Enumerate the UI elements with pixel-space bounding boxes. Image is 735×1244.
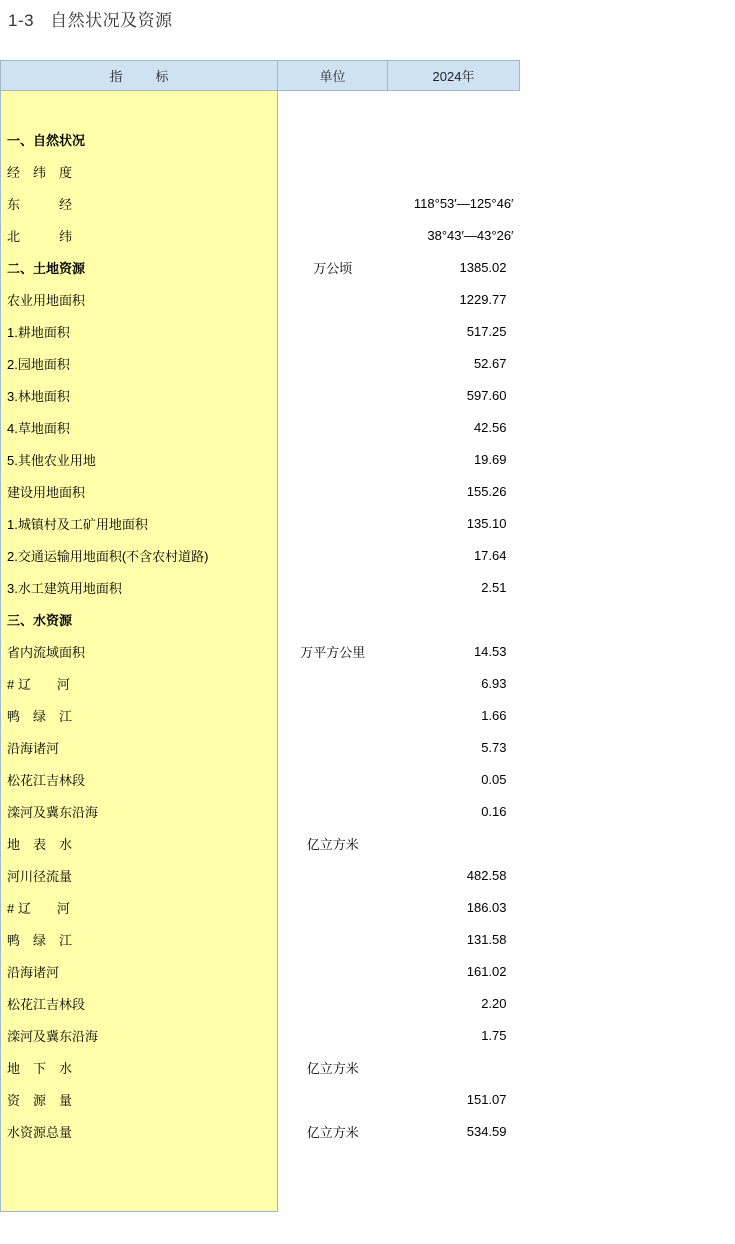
cell-value: 0.16 — [481, 803, 507, 819]
cell-unit — [278, 443, 388, 475]
table-header-row — [1, 61, 520, 91]
cell-indicator: # 辽 河 — [1, 667, 278, 699]
cell-indicator: 水资源总量 — [1, 1115, 278, 1147]
table-row — [1, 987, 520, 1019]
cell-indicator: 省内流域面积 — [1, 635, 278, 667]
table-row — [1, 347, 520, 379]
table-row — [1, 603, 520, 635]
page-title — [8, 6, 173, 31]
table-row — [1, 91, 520, 124]
cell-value: 52.67 — [473, 355, 507, 371]
cell-indicator — [1, 1179, 278, 1212]
cell-unit — [278, 1179, 388, 1212]
table-row — [1, 795, 520, 827]
cell-value — [388, 123, 520, 155]
table-row — [1, 507, 520, 539]
column-header-indicator — [1, 61, 278, 91]
table-row — [1, 1147, 520, 1179]
cell-value: 14.53 — [473, 643, 507, 659]
cell-indicator: 1.耕地面积 — [1, 315, 278, 347]
cell-indicator: 建设用地面积 — [1, 475, 278, 507]
cell-indicator: 地 下 水 — [1, 1051, 278, 1083]
cell-indicator: 鸭 绿 江 — [1, 699, 278, 731]
table-row — [1, 251, 520, 283]
page-title-text: 自然状况及资源 — [50, 11, 173, 30]
cell-unit — [278, 571, 388, 603]
cell-indicator: 1.城镇村及工矿用地面积 — [1, 507, 278, 539]
table-row — [1, 1115, 520, 1147]
cell-unit — [278, 219, 388, 251]
cell-unit — [278, 763, 388, 795]
column-header-year — [388, 61, 520, 91]
table-vertical-rule — [277, 60, 278, 1182]
cell-unit — [278, 1083, 388, 1115]
cell-value: 1385.02 — [459, 259, 507, 275]
table-row — [1, 187, 520, 219]
column-header-unit — [278, 61, 388, 91]
cell-value: 534.59 — [466, 1123, 507, 1139]
cell-unit — [278, 795, 388, 827]
cell-indicator: 东 经 — [1, 187, 278, 219]
cell-value — [388, 155, 520, 187]
table-row — [1, 123, 520, 155]
cell-value: 1.75 — [481, 1027, 507, 1043]
table-body — [1, 91, 520, 1212]
table-row — [1, 539, 520, 571]
cell-unit — [278, 475, 388, 507]
cell-unit — [278, 955, 388, 987]
cell-indicator: 河川径流量 — [1, 859, 278, 891]
cell-indicator: 3.水工建筑用地面积 — [1, 571, 278, 603]
cell-value: 0.05 — [481, 771, 507, 787]
cell-unit — [278, 155, 388, 187]
table-row — [1, 219, 520, 251]
cell-unit — [278, 699, 388, 731]
cell-indicator: 经 纬 度 — [1, 155, 278, 187]
page-title-number: 1-3 — [8, 11, 35, 30]
cell-unit: 亿立方米 — [306, 1124, 359, 1140]
cell-indicator: 2.园地面积 — [1, 347, 278, 379]
cell-value: 5.73 — [481, 739, 507, 755]
column-header-unit-label: 单位 — [319, 69, 346, 84]
cell-value: 517.25 — [466, 323, 507, 339]
table-row — [1, 411, 520, 443]
cell-unit — [278, 923, 388, 955]
cell-unit — [278, 411, 388, 443]
cell-value: 1229.77 — [459, 291, 507, 307]
cell-value: 186.03 — [466, 899, 507, 915]
table-row — [1, 571, 520, 603]
table-row — [1, 315, 520, 347]
cell-unit — [278, 507, 388, 539]
cell-indicator: 5.其他农业用地 — [1, 443, 278, 475]
cell-unit — [278, 283, 388, 315]
cell-value — [388, 1147, 520, 1179]
cell-value — [388, 827, 520, 859]
cell-value — [388, 603, 520, 635]
cell-unit — [278, 539, 388, 571]
cell-value: 2.20 — [481, 995, 507, 1011]
cell-unit: 万公顷 — [313, 260, 353, 276]
cell-indicator: 沿海诸河 — [1, 731, 278, 763]
cell-unit — [278, 123, 388, 155]
cell-indicator: 4.草地面积 — [1, 411, 278, 443]
cell-indicator: 3.林地面积 — [1, 379, 278, 411]
table-row — [1, 475, 520, 507]
table-row — [1, 955, 520, 987]
cell-unit: 亿立方米 — [306, 836, 359, 852]
cell-unit — [278, 1147, 388, 1179]
cell-unit: 亿立方米 — [306, 1060, 359, 1076]
cell-value: 482.58 — [466, 867, 507, 883]
cell-value: 151.07 — [466, 1091, 507, 1107]
cell-unit: 万平方公里 — [300, 644, 366, 660]
cell-unit — [278, 731, 388, 763]
cell-value — [388, 1051, 520, 1083]
cell-indicator: 资 源 量 — [1, 1083, 278, 1115]
cell-value: 1.66 — [481, 707, 507, 723]
cell-unit — [278, 1019, 388, 1051]
cell-unit — [278, 347, 388, 379]
table-row — [1, 827, 520, 859]
column-header-year-label: 2024年 — [432, 69, 475, 84]
table-row — [1, 635, 520, 667]
cell-value: 17.64 — [473, 547, 507, 563]
cell-unit — [278, 859, 388, 891]
table-row — [1, 155, 520, 187]
cell-indicator: 一、自然状况 — [1, 123, 278, 155]
cell-value: 38°43′—43°26′ — [427, 227, 514, 243]
cell-value: 597.60 — [466, 387, 507, 403]
cell-indicator: 2.交通运输用地面积(不含农村道路) — [1, 539, 278, 571]
cell-unit — [278, 891, 388, 923]
cell-unit — [278, 91, 388, 124]
table-row — [1, 443, 520, 475]
cell-indicator: # 辽 河 — [1, 891, 278, 923]
cell-indicator: 鸭 绿 江 — [1, 923, 278, 955]
cell-value: 2.51 — [481, 579, 507, 595]
cell-indicator: 二、土地资源 — [1, 251, 278, 283]
table-row — [1, 1179, 520, 1212]
table-row — [1, 1019, 520, 1051]
cell-indicator — [1, 1147, 278, 1179]
cell-value — [388, 1179, 520, 1212]
cell-indicator: 农业用地面积 — [1, 283, 278, 315]
table-row — [1, 763, 520, 795]
cell-unit — [278, 603, 388, 635]
table-row — [1, 283, 520, 315]
cell-unit — [278, 667, 388, 699]
table-row — [1, 379, 520, 411]
table-row — [1, 923, 520, 955]
table-row — [1, 859, 520, 891]
cell-value: 19.69 — [473, 451, 507, 467]
cell-value: 135.10 — [466, 515, 507, 531]
table-row — [1, 731, 520, 763]
cell-indicator: 三、水资源 — [1, 603, 278, 635]
cell-indicator — [1, 91, 278, 124]
cell-indicator: 滦河及冀东沿海 — [1, 1019, 278, 1051]
cell-unit — [278, 187, 388, 219]
cell-indicator: 地 表 水 — [1, 827, 278, 859]
column-header-indicator-label: 指 标 — [109, 69, 179, 84]
cell-value: 42.56 — [473, 419, 507, 435]
cell-indicator: 松花江吉林段 — [1, 763, 278, 795]
cell-value: 6.93 — [481, 675, 507, 691]
cell-value: 131.58 — [466, 931, 507, 947]
cell-unit — [278, 315, 388, 347]
cell-indicator: 松花江吉林段 — [1, 987, 278, 1019]
table-row — [1, 1051, 520, 1083]
table-row — [1, 667, 520, 699]
cell-value — [388, 91, 520, 124]
cell-unit — [278, 987, 388, 1019]
table-row — [1, 699, 520, 731]
cell-indicator: 北 纬 — [1, 219, 278, 251]
table-row — [1, 891, 520, 923]
cell-indicator: 滦河及冀东沿海 — [1, 795, 278, 827]
cell-indicator: 沿海诸河 — [1, 955, 278, 987]
table-row — [1, 1083, 520, 1115]
cell-value: 118°53′—125°46′ — [413, 195, 514, 211]
cell-value: 155.26 — [466, 483, 507, 499]
cell-unit — [278, 379, 388, 411]
data-table — [0, 60, 520, 1212]
cell-value: 161.02 — [466, 963, 507, 979]
